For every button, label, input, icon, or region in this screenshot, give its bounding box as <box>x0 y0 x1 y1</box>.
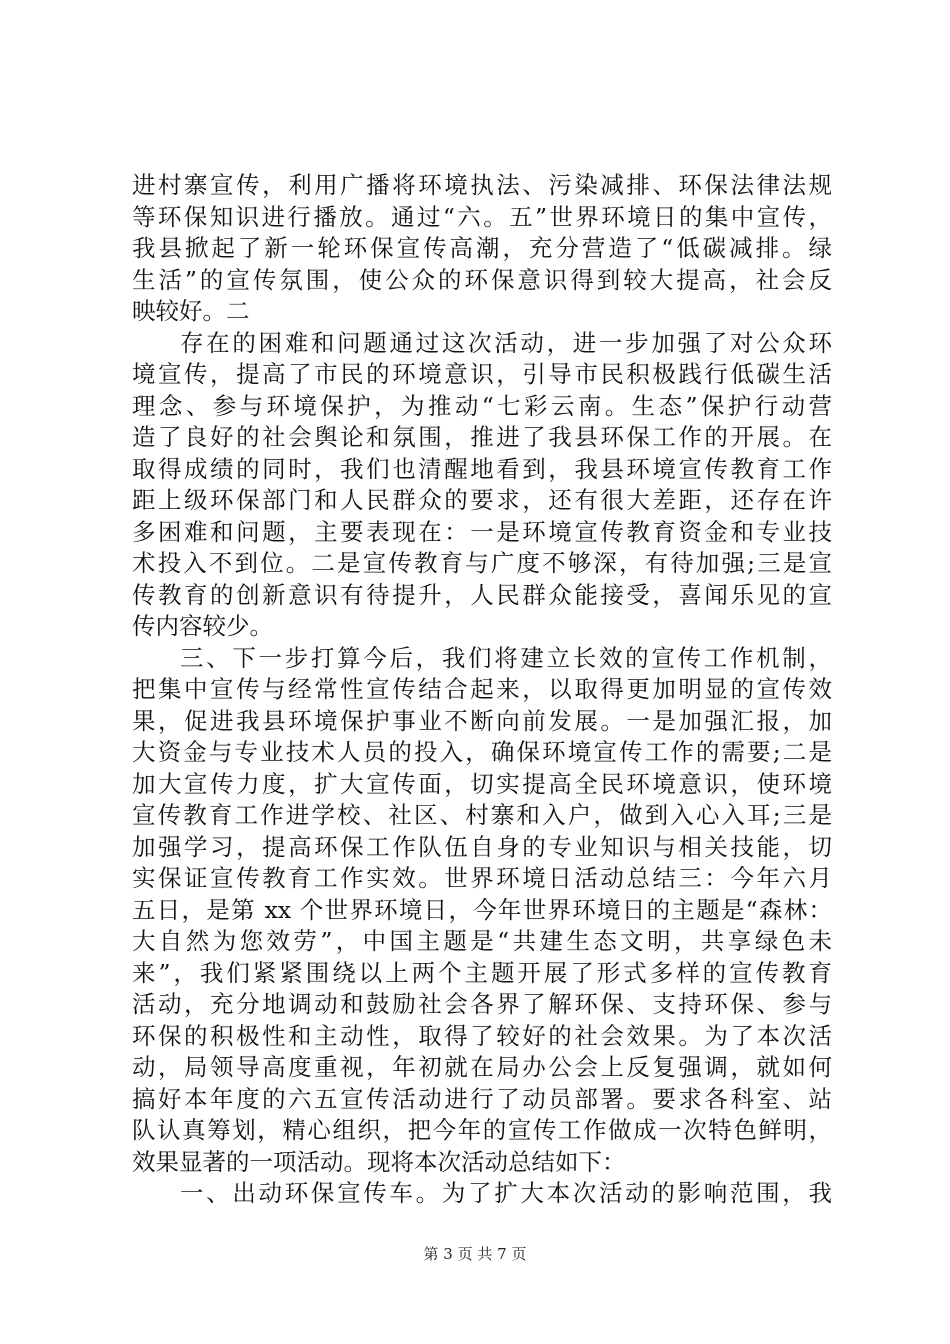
text-line: 环保的积极性和主动性，取得了较好的社会效果。为了本次活 <box>132 1021 832 1050</box>
text-line: 来”，我们紧紧围绕以上两个主题开展了形式多样的宣传教育 <box>132 958 832 987</box>
text-line: 宣传教育工作进学校、社区、村寨和入户，做到入心入耳;三是 <box>132 801 832 829</box>
text-line: 搞好本年度的六五宣传活动进行了动员部署。要求各科室、站 <box>132 1084 832 1113</box>
text-line: 加大宣传力度，扩大宣传面，切实提高全民环境意识，使环境 <box>132 769 832 798</box>
text-line: 造了良好的社会舆论和氛围，推进了我县环保工作的开展。在 <box>132 423 832 451</box>
text-line: 多困难和问题，主要表现在：一是环境宣传教育资金和专业技 <box>132 517 832 546</box>
text-line: 境宣传，提高了市民的环境意识，引导市民积极践行低碳生活 <box>132 360 832 388</box>
text-line: 队认真筹划，精心组织，把今年的宣传工作做成一次特色鲜明， <box>132 1116 832 1144</box>
text-line: 等环保知识进行播放。通过“六。五”世界环境日的集中宣传， <box>132 202 832 231</box>
text-line: 大自然为您效劳”，中国主题是“共建生态文明，共享绿色未 <box>132 927 832 955</box>
text-line: 映较好。二 <box>132 297 250 325</box>
text-line: 实保证宣传教育工作实效。世界环境日活动总结三：今年六月 <box>132 864 832 892</box>
text-line: 存在的困难和问题通过这次活动，进一步加强了对公众环 <box>180 328 832 357</box>
text-line: 把集中宣传与经常性宣传结合起来，以取得更加明显的宣传效 <box>132 675 832 703</box>
text-line: 我县掀起了新一轮环保宣传高潮，充分营造了“低碳减排。绿 <box>132 234 832 262</box>
text-line: 活动，充分地调动和鼓励社会各界了解环保、支持环保、参与 <box>132 990 832 1018</box>
text-line: 动，局领导高度重视，年初就在局办公会上反复强调，就如何 <box>132 1053 832 1081</box>
text-line: 果，促进我县环境保护事业不断向前发展。一是加强汇报，加 <box>132 706 832 735</box>
text-line: 效果显著的一项活动。现将本次活动总结如下： <box>132 1147 626 1176</box>
text-line: 术投入不到位。二是宣传教育与广度不够深，有待加强;三是宣 <box>132 549 832 577</box>
text-line: 进村寨宣传，利用广播将环境执法、污染减排、环保法律法规 <box>132 171 832 199</box>
body-text <box>132 170 832 1210</box>
text-line: 距上级环保部门和人民群众的要求，还有很大差距，还存在许 <box>132 486 832 514</box>
text-line: 传教育的创新意识有待提升，人民群众能接受，喜闻乐见的宣 <box>132 580 832 609</box>
page-number-footer: 第 3 页 共 7 页 <box>423 1245 527 1263</box>
text-line: 三、下一步打算今后，我们将建立长效的宣传工作机制， <box>180 643 832 672</box>
text-line: 五日，是第 xx 个世界环境日，今年世界环境日的主题是“森林： <box>132 895 832 924</box>
text-line: 取得成绩的同时，我们也清醒地看到，我县环境宣传教育工作 <box>132 454 832 483</box>
text-line: 一、出动环保宣传车。为了扩大本次活动的影响范围，我 <box>180 1179 832 1207</box>
text-line: 大资金与专业技术人员的投入，确保环境宣传工作的需要;二是 <box>132 738 832 766</box>
text-line: 生活”的宣传氛围，使公众的环保意识得到较大提高，社会反 <box>132 265 832 294</box>
text-line: 传内容较少。 <box>132 612 273 640</box>
text-line: 理念、参与环境保护，为推动“七彩云南。生态”保护行动营 <box>132 391 832 420</box>
text-line: 加强学习，提高环保工作队伍自身的专业知识与相关技能，切 <box>132 832 832 861</box>
